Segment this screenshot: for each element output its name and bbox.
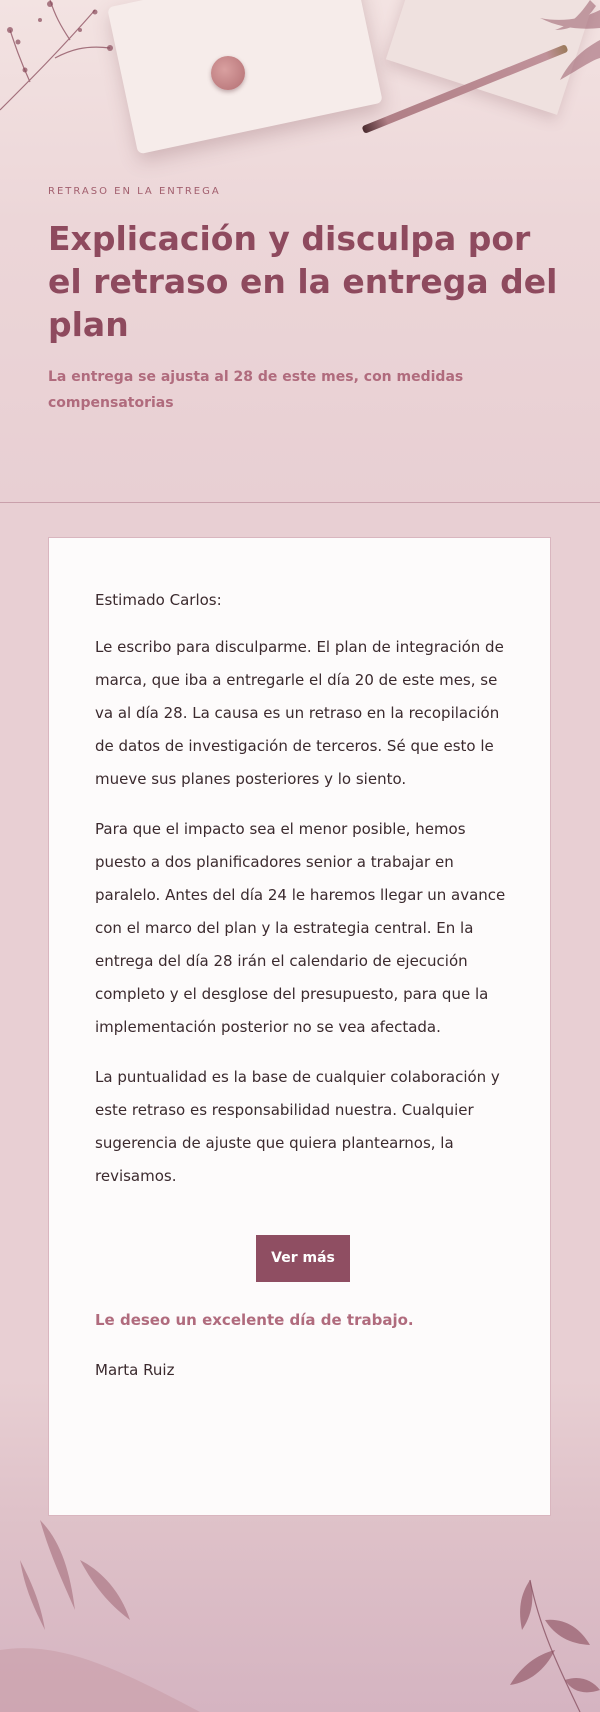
letter-card	[48, 537, 551, 1516]
floral-branch-bottom-right-icon	[460, 1540, 600, 1712]
letter-paragraph: Para que el impacto sea el menor posible, hemos puesto a dos planificadores senior a trabajar en paralelo. Antes del día 24 le haremos llegar un avance con el marco del plan y la estrategia central. En la entrega del día 28 irán el calendario de ejecución completo y el desglose del presupuesto, para que la implementación posterior no se vea afectada.	[95, 820, 506, 1036]
letter-closing: Le deseo un excelente día de trabajo.	[95, 1311, 414, 1329]
wax-seal-icon	[211, 56, 245, 90]
floral-branch-top-right-icon	[500, 0, 600, 110]
letter-paragraph: La puntualidad es la base de cualquier colaboración y este retraso es responsabilidad nuestra. Cualquier sugerencia de ajuste que quiera plantearnos, la revisamos.	[95, 1068, 500, 1185]
see-more-button[interactable]: Ver más	[256, 1235, 350, 1282]
floral-branch-bottom-left-icon	[0, 1500, 200, 1712]
floral-branch-top-left-icon	[0, 0, 120, 130]
category-label: RETRASO EN LA ENTREGA	[48, 186, 221, 197]
page-header	[48, 186, 558, 416]
letter-signature: Marta Ruiz	[95, 1361, 175, 1379]
letter-salutation: Estimado Carlos:	[95, 591, 222, 609]
header-divider	[0, 502, 600, 503]
letter-body	[95, 584, 511, 1404]
cta-wrapper	[95, 1235, 511, 1282]
letter-paragraph: Le escribo para disculparme. El plan de integración de marca, que iba a entregarle el día 20 de este mes, se va al día 28. La causa es un retraso en la recopilación de datos de investigación de terceros. Sé que esto le mueve sus planes posteriores y lo siento.	[95, 638, 504, 788]
page-title: Explicación y disculpa por el retraso en la entrega del plan	[48, 219, 558, 344]
page-subtitle: La entrega se ajusta al 28 de este mes, con medidas compensatorias	[48, 369, 464, 411]
